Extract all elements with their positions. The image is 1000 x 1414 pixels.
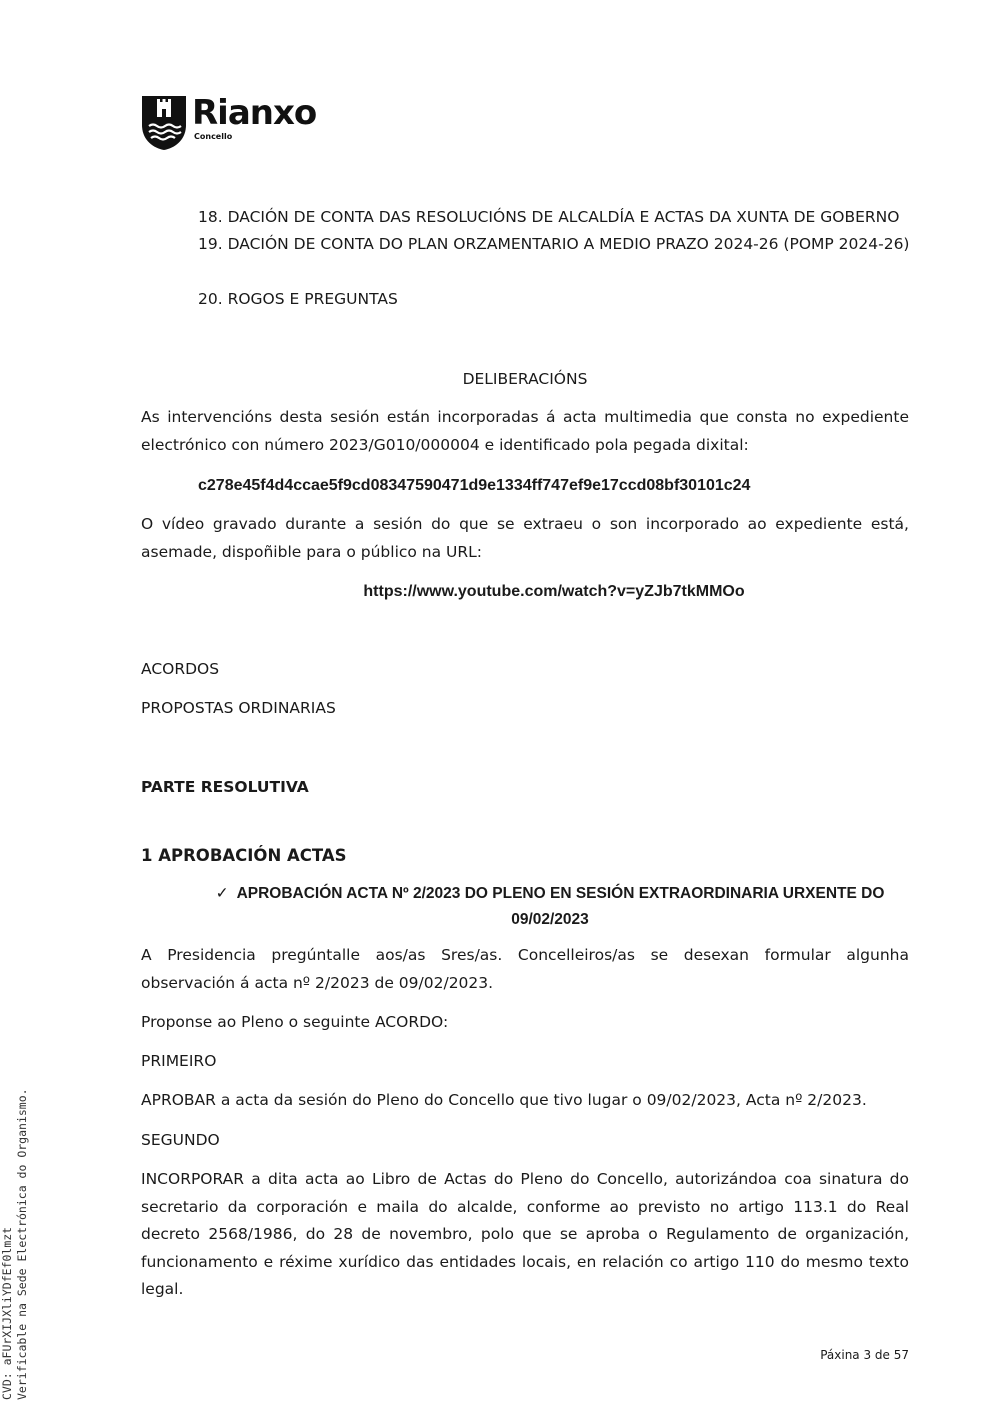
agenda-item: 20. ROGOS E PREGUNTAS [198,290,398,308]
label-primeiro: PRIMEIRO [141,1052,217,1070]
verification-sidebar [0,1088,30,1400]
logo-subtitle: Concello [194,132,233,141]
video-paragraph: O vídeo gravado durante a sesión do que se extraeu o son incorporado ao expediente está, asemade, dispoñible para o público na URL: [141,515,909,561]
label-segundo: SEGUNDO [141,1131,220,1149]
section-parte-resolutiva: PARTE RESOLUTIVA [141,778,309,796]
paragraph: INCORPORAR a dita acta ao Libro de Actas do Pleno do Concello, autorizándoa coa sinatura do secretario da corporación e maila do alcalde, conforme ao previsto no artigo 113.1 do Real decreto 2568/1986, do 28 de novembro, polo que se aproba o Regulamento de organización, funcionamento e réxime xurídico das entidades locais, en relación co artigo 110 do mesmo texto legal. [141,1170,909,1298]
castle-shield-icon [141,95,187,151]
section-propostas: PROPOSTAS ORDINARIAS [141,699,336,717]
page-number: Páxina 3 de 57 [820,1348,909,1362]
deliberations-title: DELIBERACIÓNS [462,370,588,388]
item-subtitle [190,880,910,933]
digital-fingerprint: c278e45f4d4ccae5f9cd08347590471d9e1334ff747ef9e17ccd08bf30101c24 [198,477,751,494]
deliberations-intro: As intervencións desta sesión están incorporadas á acta multimedia que consta no expediente electrónico con número 2023/G010/000004 e identificado pola pegada dixital: [141,408,909,454]
agenda-item: 18. DACIÓN DE CONTA DAS RESOLUCIÓNS DE ALCALDÍA E ACTAS DA XUNTA DE GOBERNO [198,208,900,226]
paragraph: Proponse ao Pleno o seguinte ACORDO: [141,1013,449,1031]
paragraph: APROBAR a acta da sesión do Pleno do Concello que tivo lugar o 09/02/2023, Acta nº 2/2023. [141,1091,867,1109]
item-subtitle-text: APROBACIÓN ACTA Nº 2/2023 DO PLENO EN SESIÓN EXTRAORDINARIA URXENTE DO 09/02/2023 [236,885,885,928]
item-title: 1 APROBACIÓN ACTAS [141,846,347,865]
checkmark-icon: ✓ [215,884,229,902]
section-acordos: ACORDOS [141,660,220,678]
agenda-item: 19. DACIÓN DE CONTA DO PLAN ORZAMENTARIO A MEDIO PRAZO 2024-26 (POMP 2024-26) [198,235,910,253]
verification-note: Verificable na Sede Electrónica do Organismo. [15,1088,29,1400]
paragraph: A Presidencia pregúntalle aos/as Sres/as. Concelleiros/as se desexan formular algunha observación á acta nº 2/2023 de 09/02/2023. [141,946,909,992]
verification-code: CVD: aFUrXIJXliYDfEf0lmzt [0,1226,14,1400]
concello-logo [141,95,351,155]
video-url[interactable]: https://www.youtube.com/watch?v=yZJb7tkMMOo [363,583,745,600]
logo-wordmark: Rianxo [192,93,317,133]
